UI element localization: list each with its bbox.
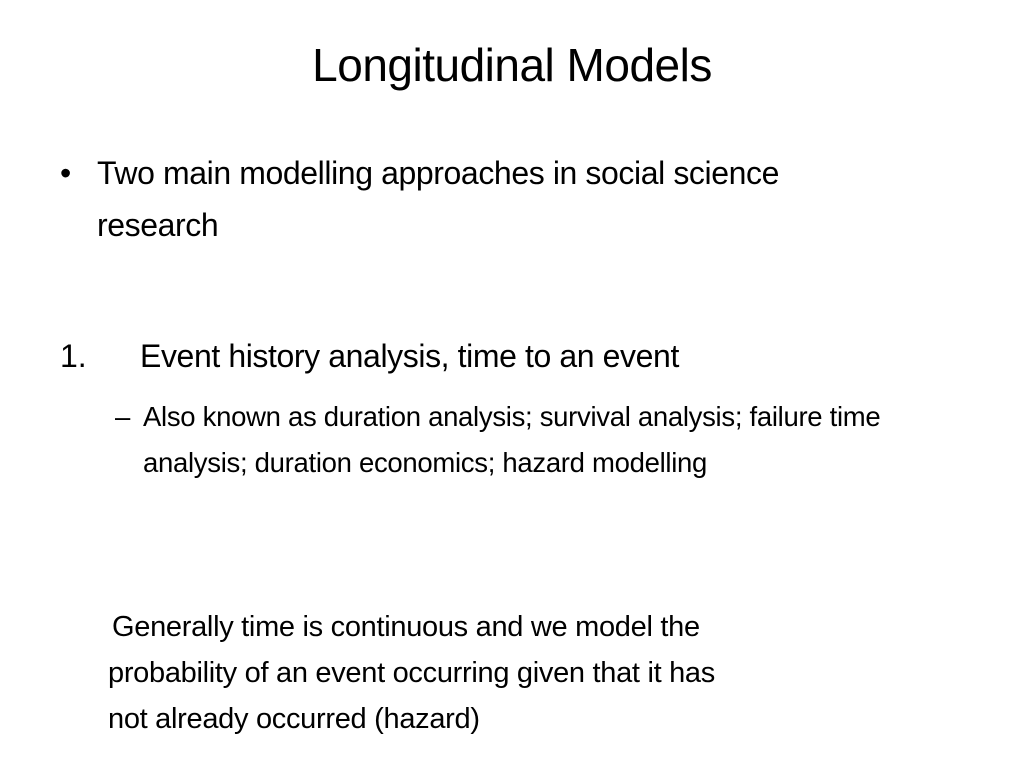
- dash-marker: –: [115, 401, 131, 432]
- note-paragraph: [108, 604, 928, 742]
- slide-title: Longitudinal Models: [312, 39, 712, 91]
- bullet-marker: •: [60, 155, 72, 191]
- bullet-text: Two main modelling approaches in social science research: [97, 155, 780, 243]
- note-line: Generally time is continuous and we model the: [112, 611, 700, 643]
- note-line: probability of an event occurring given that it has: [108, 657, 715, 689]
- numbered-item-text: Event history analysis, time to an event: [140, 338, 679, 374]
- sub-item-text: Also known as duration analysis; survival analysis; failure time analysis; duration economics; hazard modelling: [143, 401, 881, 478]
- note-line: not already occurred (hazard): [108, 703, 480, 735]
- number-marker: 1.: [60, 338, 87, 374]
